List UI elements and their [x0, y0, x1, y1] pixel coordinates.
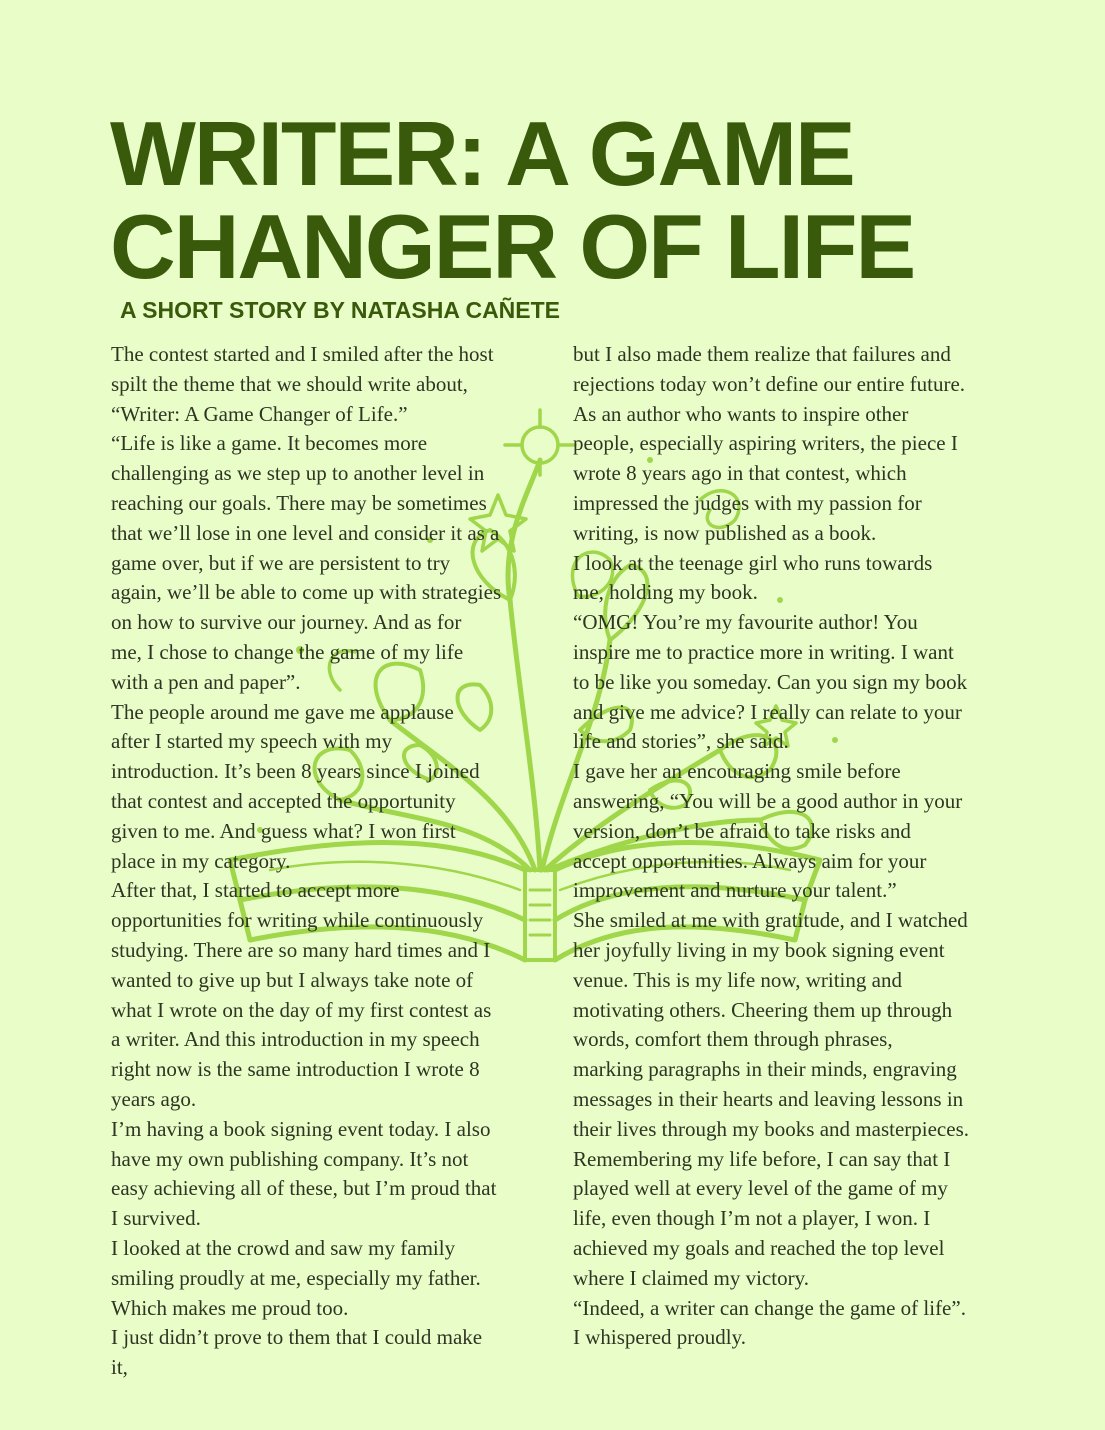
story-text-line: given to me. And guess what? I won first — [111, 818, 456, 843]
story-text-line: life, even though I’m not a player, I won. I — [573, 1206, 931, 1231]
story-text-line: The people around me gave me applause — [111, 699, 454, 724]
story-text-line: easy achieving all of these, but I’m proud that — [111, 1176, 497, 1201]
story-text-line: She smiled at me with gratitude, and I watched — [573, 908, 968, 933]
story-title — [110, 104, 915, 298]
story-text-line: accept opportunities. Always aim for your — [573, 848, 927, 873]
story-text-line: I whispered proudly. — [573, 1325, 747, 1350]
story-text-line: I just didn’t prove to them that I could make — [111, 1325, 483, 1350]
story-text-line: their lives through my books and masterpieces. — [573, 1116, 969, 1141]
story-text-line: inspire me to practice more in writing. I want — [573, 639, 954, 664]
story-text-line: “Indeed, a writer can change the game of life”. — [573, 1295, 966, 1320]
story-text-line: years ago. — [111, 1086, 197, 1111]
story-text-line: messages in their hearts and leaving lessons in — [573, 1086, 964, 1111]
story-text-line: venue. This is my life now, writing and — [573, 967, 902, 992]
story-text-line: improvement and nurture your talent.” — [573, 878, 897, 903]
story-text-line: wanted to give up but I always take note of — [111, 967, 474, 992]
story-text-line: impressed the judges with my passion for — [573, 490, 922, 515]
story-text-line: I survived. — [111, 1206, 201, 1231]
story-text-line: I looked at the crowd and saw my family — [111, 1235, 456, 1260]
story-text-line: after I started my speech with my — [111, 729, 393, 754]
story-text-line: answering, “You will be a good author in your — [573, 788, 963, 813]
story-text-line: “OMG! You’re my favourite author! You — [573, 610, 918, 635]
story-text-line: place in my category. — [111, 848, 291, 873]
story-text-line: her joyfully living in my book signing event — [573, 937, 945, 962]
story-text-line: me, holding my book. — [573, 580, 758, 605]
story-text-line: right now is the same introduction I wrote 8 — [111, 1057, 480, 1082]
story-text-line: what I wrote on the day of my first contest as — [111, 997, 492, 1022]
story-text-line: game over, but if we are persistent to try — [111, 550, 451, 575]
story-text-line: people, especially aspiring writers, the piece I — [573, 431, 958, 456]
story-text-line: it, — [111, 1355, 128, 1380]
story-text-line: achieved my goals and reached the top level — [573, 1235, 945, 1260]
story-text-line: words, comfort them through phrases, — [573, 1027, 893, 1052]
story-text-line: challenging as we step up to another level in — [111, 461, 485, 486]
story-text-line: After that, I started to accept more — [111, 878, 400, 903]
story-text-line: spilt the theme that we should write about, — [111, 371, 468, 396]
story-text-line: Which makes me proud too. — [111, 1295, 349, 1320]
story-text-line: reaching our goals. There may be sometimes — [111, 490, 487, 515]
story-text-line: introduction. It’s been 8 years since I joined — [111, 759, 480, 784]
story-text-line: marking paragraphs in their minds, engraving — [573, 1057, 957, 1082]
story-text-line: studying. There are so many hard times and I — [111, 937, 491, 962]
story-text-line: with a pen and paper”. — [111, 669, 301, 694]
story-text-line: again, we’ll be able to come up with strategies — [111, 580, 502, 605]
story-text-line: me, I chose to change the game of my life — [111, 639, 464, 664]
story-text-line: where I claimed my victory. — [573, 1265, 809, 1290]
story-text-line: have my own publishing company. It’s not — [111, 1146, 469, 1171]
story-text-line: As an author who wants to inspire other — [573, 401, 909, 426]
story-text-line: and give me advice? I really can relate to your — [573, 699, 962, 724]
story-text-line: Remembering my life before, I can say that I — [573, 1146, 951, 1171]
title-line-1: WRITER: A GAME — [110, 104, 854, 205]
story-text-line: I gave her an encouraging smile before — [573, 759, 901, 784]
right-text-column — [573, 340, 1013, 1353]
story-text-line: smiling proudly at me, especially my father. — [111, 1265, 481, 1290]
story-text-line: “Writer: A Game Changer of Life.” — [111, 401, 408, 426]
byline: A SHORT STORY BY NATASHA CAÑETE — [120, 297, 561, 323]
left-text-column — [111, 340, 543, 1383]
story-text-line: played well at every level of the game of my — [573, 1176, 948, 1201]
story-text-line: rejections today won’t define our entire future. — [573, 371, 966, 396]
story-text-line: a writer. And this introduction in my speech — [111, 1027, 480, 1052]
story-text-line: opportunities for writing while continuously — [111, 908, 484, 933]
story-text-line: that we’ll lose in one level and consider it as a — [111, 520, 500, 545]
title-line-2: CHANGER OF LIFE — [110, 197, 915, 298]
story-text-line: that contest and accepted the opportunity — [111, 788, 456, 813]
story-text-line: I look at the teenage girl who runs towards — [573, 550, 933, 575]
story-text-line: writing, is now published as a book. — [573, 520, 877, 545]
story-text-line: “Life is like a game. It becomes more — [111, 431, 428, 456]
story-text-line: but I also made them realize that failures and — [573, 342, 951, 366]
story-text-line: to be like you someday. Can you sign my book — [573, 669, 968, 694]
story-text-line: motivating others. Cheering them up through — [573, 997, 953, 1022]
story-text-line: life and stories”, she said. — [573, 729, 789, 754]
story-text-line: The contest started and I smiled after the host — [111, 342, 494, 366]
story-text-line: I’m having a book signing event today. I also — [111, 1116, 491, 1141]
story-text-line: on how to survive our journey. And as for — [111, 610, 462, 635]
story-text-line: wrote 8 years ago in that contest, which — [573, 461, 907, 486]
story-text-line: version, don’t be afraid to take risks and — [573, 818, 911, 843]
